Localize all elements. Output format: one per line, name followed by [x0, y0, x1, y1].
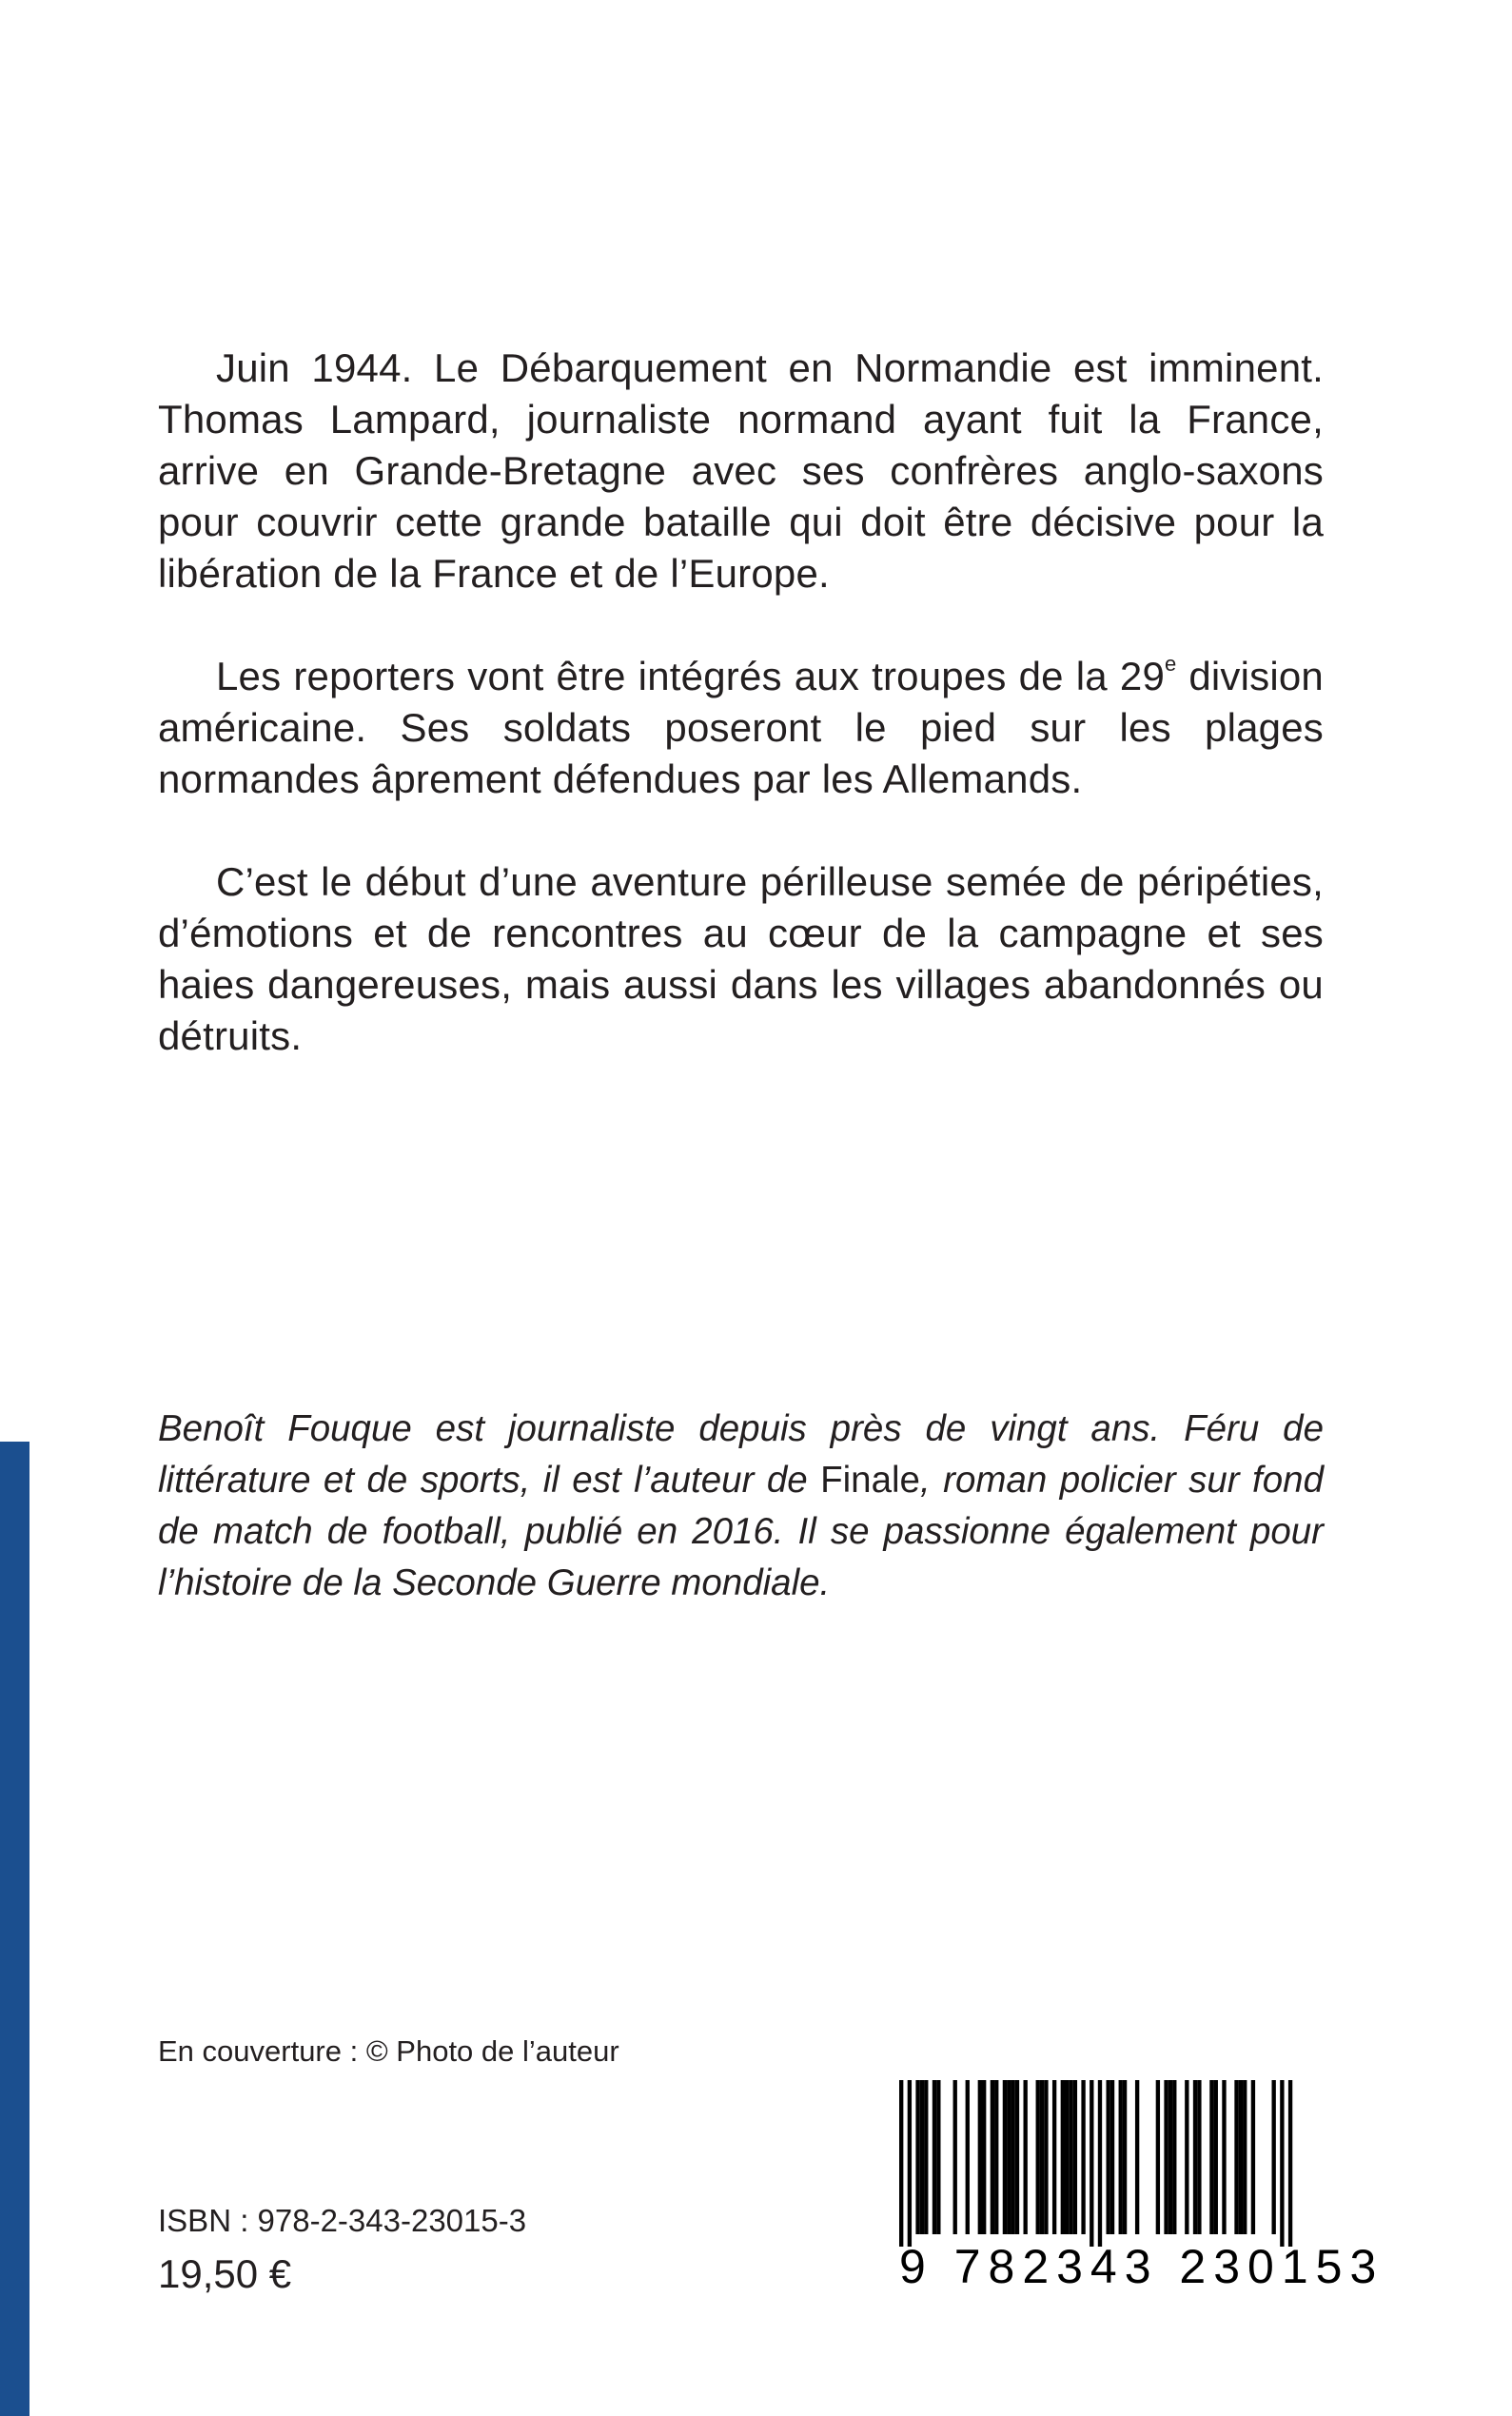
- barcode-bar: [1052, 2080, 1056, 2234]
- author-bio-end: , roman policier sur fond de match de football, publié en 2016. Il se passionne également pour l’histoire de la Seconde Guerre mondiale.: [158, 1460, 1324, 1603]
- barcode-digits: 9 782343 230153: [899, 2240, 1384, 2293]
- barcode-bar: [1024, 2080, 1028, 2234]
- barcode-guard-bar: [1280, 2080, 1284, 2247]
- barcode-bar: [1168, 2080, 1172, 2234]
- barcode-bar: [1107, 2080, 1110, 2234]
- barcode-bar: [1185, 2080, 1188, 2234]
- barcode-guard-bar: [1090, 2080, 1093, 2247]
- ordinal-superscript: e: [1165, 652, 1177, 676]
- blurb-paragraph-1: Juin 1944. Le Débarquement en Normandie est imminent. Thomas Lampard, journaliste normand ayant fuit la France, arrive en Grande-Bretagne avec ses confrères anglo-saxons pour couvrir cette grande bataille qui doit être décisive pour la libération de la France et de l’Europe.: [158, 345, 1324, 596]
- barcode-bar: [1172, 2080, 1176, 2234]
- barcode-guard-bar: [908, 2080, 912, 2247]
- previous-book-title: Finale: [820, 1460, 920, 1501]
- author-bio: [158, 1404, 1324, 1609]
- author-bio-start: Benoît Fouque est journaliste depuis près de vingt ans. Féru de littérature et de sports, il est l’auteur de: [158, 1408, 1324, 1501]
- barcode-bar: [1272, 2080, 1276, 2234]
- barcode-bar: [1069, 2080, 1072, 2234]
- barcode-bar: [991, 2080, 994, 2234]
- barcode-bar: [933, 2080, 936, 2234]
- barcode-guard-bar: [899, 2080, 903, 2247]
- barcode-guard-bar: [1098, 2080, 1102, 2247]
- barcode-bar: [982, 2080, 986, 2234]
- barcode-bar: [1222, 2080, 1226, 2234]
- barcode-bar: [1251, 2080, 1255, 2234]
- barcode-bar: [994, 2080, 998, 2234]
- author-bio-text: [158, 1404, 1324, 1609]
- barcode-bar: [1193, 2080, 1197, 2234]
- barcode-guard-bar: [1288, 2080, 1292, 2247]
- barcode-bar: [1003, 2080, 1007, 2234]
- isbn-number: ISBN : 978-2-343-23015-3: [158, 2203, 527, 2238]
- barcode-bar: [936, 2080, 940, 2234]
- barcode-bar: [1110, 2080, 1114, 2234]
- barcode-bar: [1073, 2080, 1077, 2234]
- barcode-bar: [1040, 2080, 1044, 2234]
- barcode-bar: [978, 2080, 982, 2234]
- barcode-bar: [924, 2080, 928, 2234]
- barcode-bar: [1119, 2080, 1123, 2234]
- barcode-bar: [920, 2080, 924, 2234]
- barcode-bars: [899, 2080, 1342, 2247]
- blurb-paragraph-2-start: Les reporters vont être intégrés aux troupes de la 29: [216, 654, 1166, 698]
- barcode-bar: [1044, 2080, 1048, 2234]
- blurb-paragraph-3: C’est le début d’une aventure périlleuse semée de péripéties, d’émotions et de rencontres au cœur de la campagne et ses haies dangereuses, mais aussi dans les villages abandonnés ou détruits.: [158, 859, 1324, 1058]
- barcode-bar: [1197, 2080, 1201, 2234]
- barcode-bar: [1209, 2080, 1213, 2234]
- barcode-bar: [1164, 2080, 1168, 2234]
- barcode-bar: [1214, 2080, 1218, 2234]
- book-price: 19,50 €: [158, 2251, 292, 2296]
- barcode-bar: [1036, 2080, 1040, 2234]
- blurb-paragraph-2: [158, 651, 1324, 805]
- barcode-bar: [1239, 2080, 1243, 2234]
- side-color-band: [0, 1442, 29, 2416]
- barcode-bar: [1061, 2080, 1065, 2234]
- barcode-bar: [1234, 2080, 1238, 2234]
- barcode-bar: [1243, 2080, 1247, 2234]
- barcode-bar: [1081, 2080, 1085, 2234]
- barcode-bar: [1015, 2080, 1019, 2234]
- barcode-bar: [953, 2080, 957, 2234]
- barcode-bar: [1123, 2080, 1127, 2234]
- ean-barcode: [899, 2080, 1384, 2308]
- barcode-bar: [915, 2080, 919, 2234]
- barcode-bar: [1156, 2080, 1160, 2234]
- barcode-bar: [1065, 2080, 1069, 2234]
- cover-photo-credit: En couverture : © Photo de l’auteur: [158, 2034, 619, 2068]
- book-blurb: [158, 343, 1324, 1062]
- barcode-bar: [1011, 2080, 1014, 2234]
- barcode-bar: [1135, 2080, 1139, 2234]
- barcode-bar: [966, 2080, 970, 2234]
- blurb-paragraph-2-end: division américaine. Ses soldats poseront le pied sur les plages normandes âprement défendues par les Allemands.: [158, 654, 1324, 801]
- barcode-bar: [1007, 2080, 1011, 2234]
